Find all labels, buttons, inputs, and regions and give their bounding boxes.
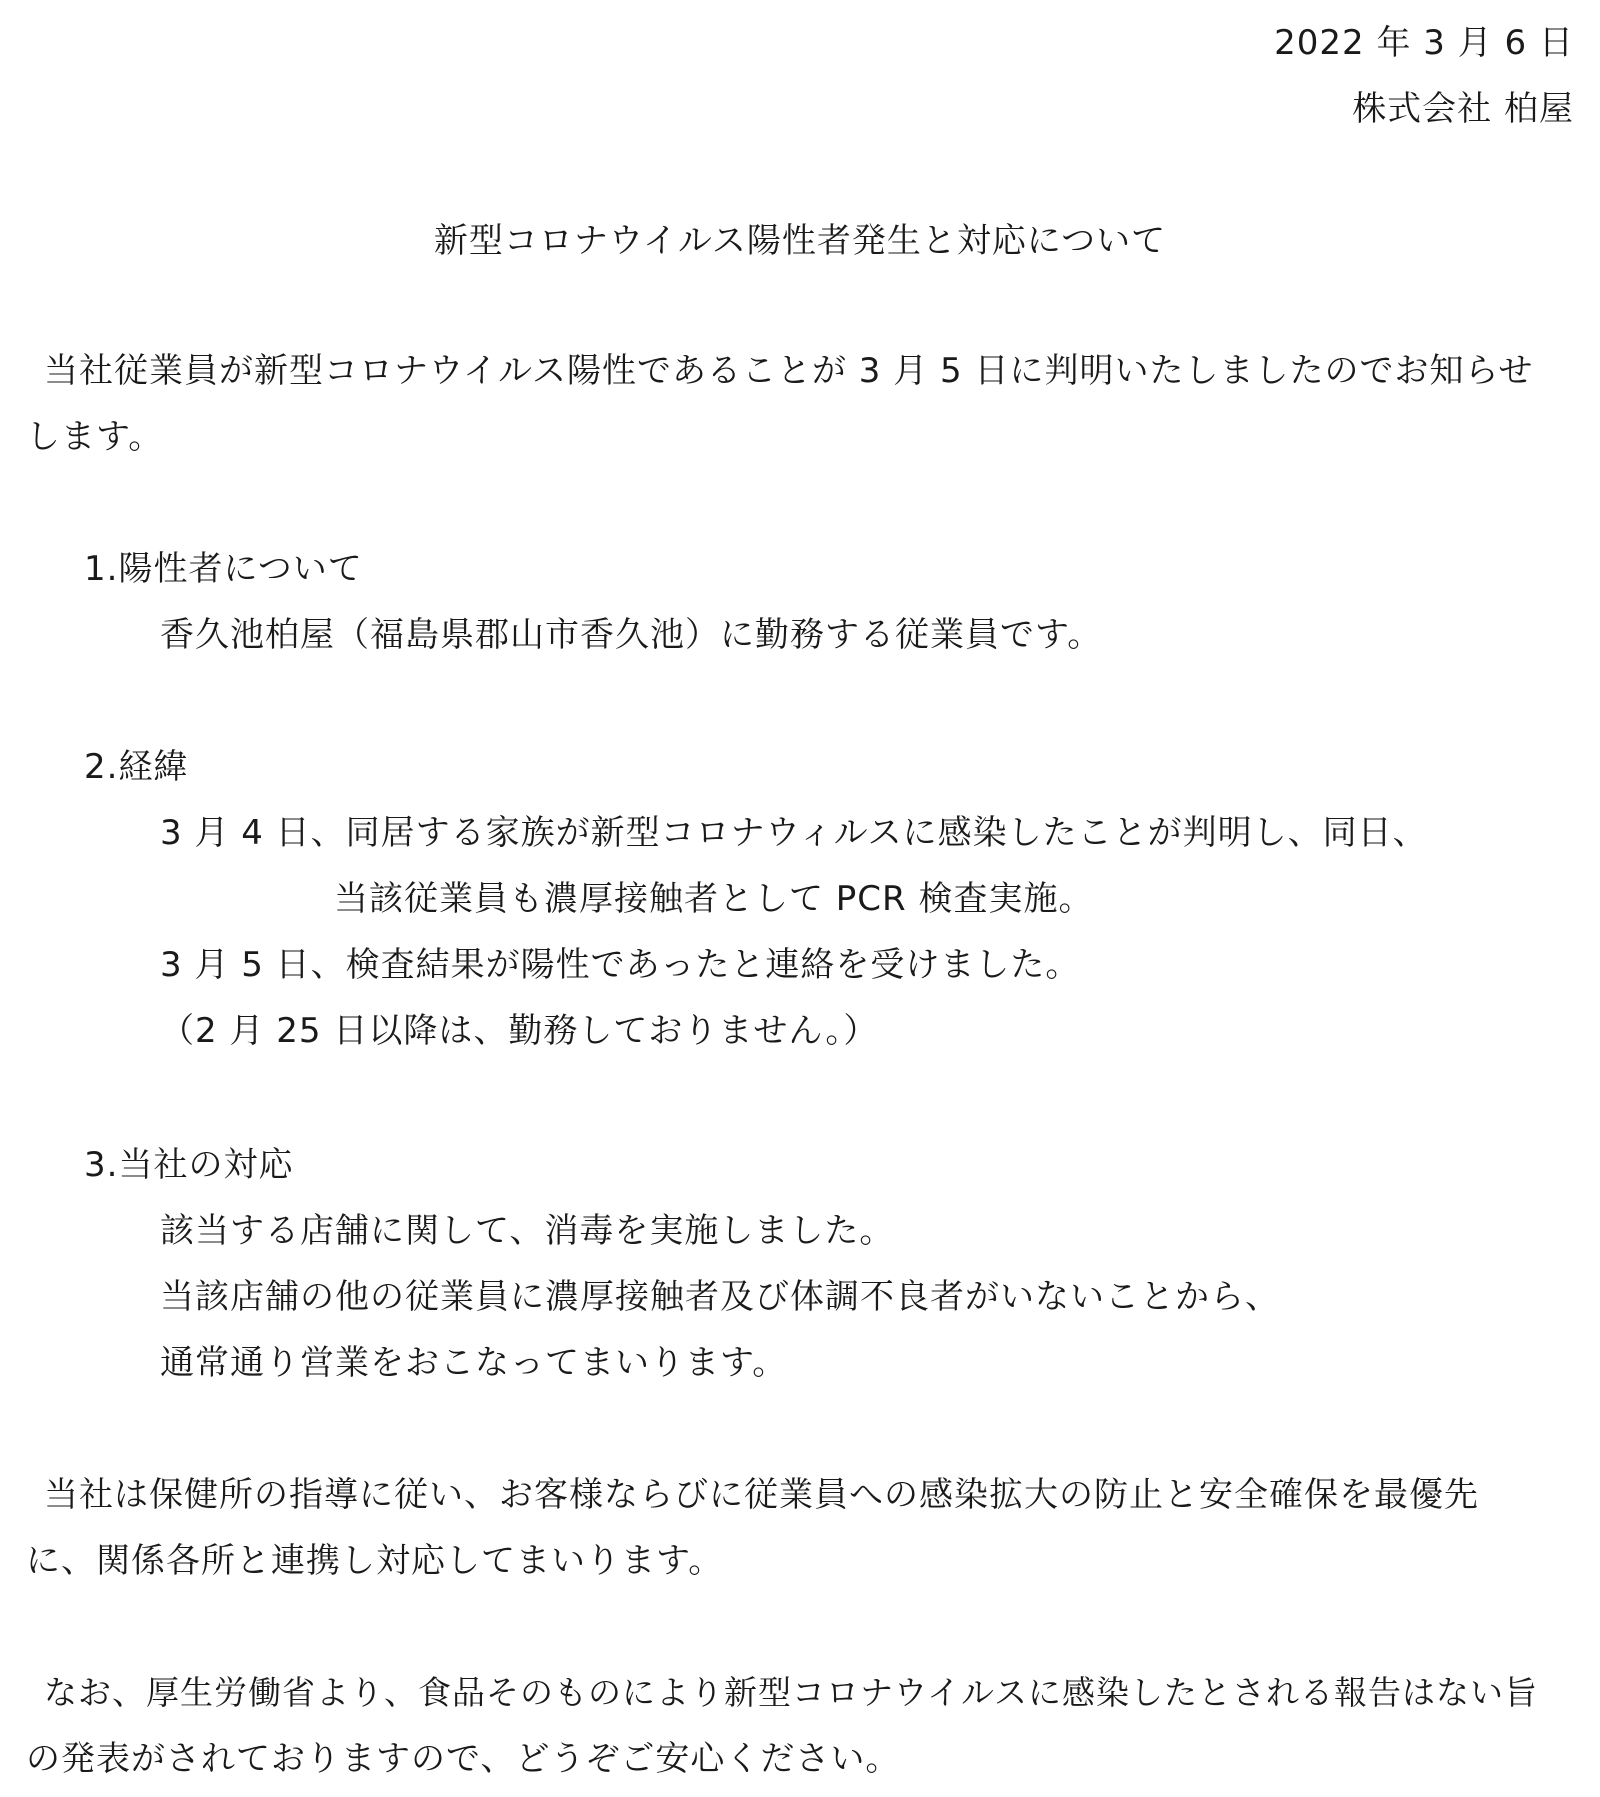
section-3-heading: 3.当社の対応 bbox=[84, 1145, 294, 1185]
section-2-line: 3 月 5 日、検査結果が陽性であったと連絡を受けました。 bbox=[160, 945, 1081, 985]
closing-2-line-1: なお、厚生労働省より、食品そのものにより新型コロナウイルスに感染したとされる報告はない旨 bbox=[44, 1673, 1539, 1712]
section-3-line: 該当する店舗に関して、消毒を実施しました。 bbox=[160, 1211, 895, 1251]
section-2-line: （2 月 25 日以降は、勤務しておりません。） bbox=[160, 1011, 879, 1051]
section-3-line: 当該店舗の他の従業員に濃厚接触者及び体調不良者がいないことから、 bbox=[160, 1277, 1280, 1317]
closing-1-line-1: 当社は保健所の指導に従い、お客様ならびに従業員への感染拡大の防止と安全確保を最優先 bbox=[44, 1475, 1479, 1515]
document-date: 2022 年 3 月 6 日 bbox=[1274, 23, 1574, 63]
intro-line-1: 当社従業員が新型コロナウイルス陽性であることが 3 月 5 日に判明いたしましたのでお知らせ bbox=[44, 351, 1534, 391]
section-2-line: 3 月 4 日、同居する家族が新型コロナウィルスに感染したことが判明し、同日、 bbox=[160, 813, 1428, 853]
company-name: 株式会社 柏屋 bbox=[1352, 89, 1574, 129]
closing-2-line-2: の発表がされておりますので、どうぞご安心ください。 bbox=[26, 1739, 901, 1779]
section-1-heading: 1.陽性者について bbox=[84, 549, 363, 589]
section-1-body: 香久池柏屋（福島県郡山市香久池）に勤務する従業員です。 bbox=[160, 615, 1103, 655]
closing-1-line-2: に、関係各所と連携し対応してまいります。 bbox=[26, 1541, 724, 1581]
document-title: 新型コロナウイルス陽性者発生と対応について bbox=[433, 221, 1167, 261]
section-2-heading: 2.経緯 bbox=[84, 747, 189, 787]
section-3-line: 通常通り営業をおこなってまいります。 bbox=[160, 1343, 788, 1383]
intro-line-2: します。 bbox=[26, 417, 164, 457]
section-2-line: 当該従業員も濃厚接触者として PCR 検査実施。 bbox=[334, 879, 1094, 919]
